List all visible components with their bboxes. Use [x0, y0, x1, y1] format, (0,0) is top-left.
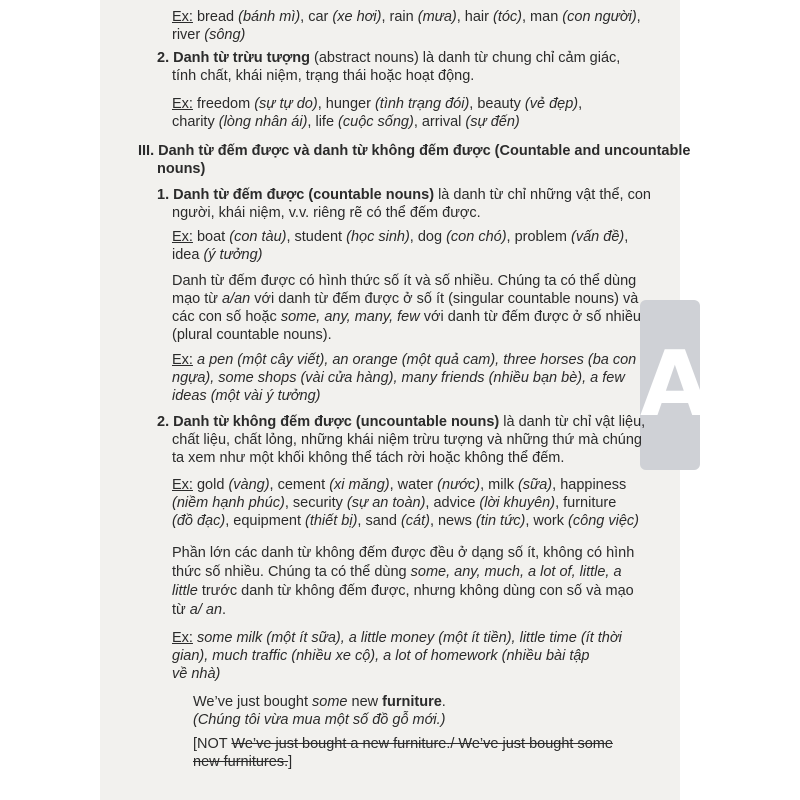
text-line — [172, 476, 626, 494]
text-segment: (lời khuyên) — [479, 495, 556, 511]
text-segment: , security — [284, 495, 347, 511]
text-segment: (sông) — [204, 27, 246, 43]
text-segment: (Chúng tôi vừa mua một số đồ gỗ mới.) — [193, 712, 446, 728]
text-segment: (học sinh) — [346, 229, 410, 245]
text-segment: ta xem như một khối không thể tách rời hoặc không thể đếm. — [172, 450, 565, 466]
text-segment: mạo từ — [172, 291, 222, 307]
text-segment: (uncountable nouns) — [355, 414, 500, 430]
text-segment: (mưa) — [417, 9, 457, 25]
text-line — [172, 601, 226, 619]
text-segment: Ex: — [172, 229, 193, 245]
text-segment: nouns) — [157, 161, 206, 177]
text-line — [172, 272, 636, 290]
text-segment: , life — [307, 114, 339, 130]
text-segment: , happiness — [552, 477, 627, 493]
text-segment: , sand — [357, 513, 401, 529]
text-segment: Danh từ đếm được có hình thức số ít và số nhiều. Chúng ta có thể dùng — [172, 273, 637, 289]
text-segment: furniture — [382, 694, 442, 710]
text-line — [193, 711, 445, 729]
text-segment: [NOT — [193, 736, 232, 752]
text-line — [193, 735, 613, 753]
text-segment: (lòng nhân ái) — [218, 114, 308, 130]
text-segment: về nhà) — [172, 666, 221, 682]
text-segment: (niềm hạnh phúc) — [172, 495, 285, 511]
text-line — [172, 95, 582, 113]
text-segment: (abstract nouns) là danh từ chung chỉ cảm giác, — [309, 50, 621, 66]
text-segment: , student — [286, 229, 347, 245]
text-segment: (ý tưởng) — [203, 247, 263, 263]
text-segment: , — [624, 229, 629, 245]
text-line — [172, 351, 636, 369]
text-segment: boat — [192, 229, 230, 245]
text-segment: some milk (một ít sữa), a little money (một ít tiền), little time (ít thời — [196, 630, 622, 646]
text-segment: We’ve just bought — [193, 694, 313, 710]
text-line — [172, 647, 589, 665]
text-segment: . — [441, 694, 446, 710]
text-line — [172, 665, 220, 683]
text-segment: (xe hơi) — [332, 9, 382, 25]
text-segment: (countable nouns) — [308, 187, 435, 203]
decorative-letter: A — [640, 300, 700, 470]
text-line — [172, 431, 642, 449]
text-segment: , man — [522, 9, 563, 25]
text-segment: , water — [389, 477, 438, 493]
text-line — [193, 693, 446, 711]
text-segment: các con số hoặc — [172, 309, 281, 325]
text-segment: charity — [172, 114, 219, 130]
text-segment: 1. — [157, 187, 174, 203]
text-segment: Danh từ đếm được — [173, 187, 305, 203]
text-segment: , news — [429, 513, 476, 529]
text-segment: ngựa), some shops (vài cửa hàng), many friends (nhiều bạn bè), a few — [172, 370, 625, 386]
text-segment: (tin tức) — [475, 513, 526, 529]
text-segment: , problem — [506, 229, 572, 245]
text-segment: từ — [172, 602, 190, 618]
text-line — [157, 160, 205, 178]
text-segment: (sữa) — [517, 477, 553, 493]
text-segment: some, any, many, few — [280, 309, 420, 325]
text-segment: Danh từ trừu tượng — [173, 50, 310, 66]
text-segment: , milk — [480, 477, 518, 493]
text-segment: little — [172, 583, 198, 599]
text-segment: (vẻ đẹp) — [524, 96, 579, 112]
text-segment: . — [222, 602, 227, 618]
text-segment: (sự đến) — [465, 114, 520, 130]
text-line — [172, 26, 245, 44]
text-segment: (thiết bị) — [305, 513, 358, 529]
text-segment: (vấn đề) — [571, 229, 625, 245]
text-segment: (cuộc sống) — [338, 114, 414, 130]
text-line — [157, 413, 645, 431]
text-segment: , rain — [381, 9, 418, 25]
text-segment: (bánh mì) — [238, 9, 301, 25]
text-segment: (sự an toàn) — [346, 495, 426, 511]
text-segment: (tóc) — [493, 9, 522, 25]
text-line — [138, 142, 690, 160]
text-segment: , dog — [409, 229, 447, 245]
text-line — [172, 326, 332, 344]
text-line — [172, 228, 628, 246]
text-segment: (con chó) — [446, 229, 507, 245]
text-segment: 2. — [157, 50, 174, 66]
text-segment: a pen (một cây viết), an orange (một quả cam), three horses (ba con — [196, 352, 637, 368]
text-segment: người, khái niệm, v.v. riêng rẽ có thể đếm được. — [172, 205, 481, 221]
text-segment: (cát) — [400, 513, 430, 529]
text-segment: tính chất, khái niệm, trạng thái hoặc hoạt động. — [172, 68, 475, 84]
text-line — [172, 369, 625, 387]
text-segment: Ex: — [172, 352, 193, 368]
text-segment: We’ve just bought a new furniture./ We’ve just bought some — [231, 736, 613, 752]
text-segment: some — [312, 694, 348, 710]
text-line — [172, 67, 474, 85]
text-line — [157, 186, 651, 204]
text-segment: , furniture — [555, 495, 617, 511]
text-segment: new furnitures. — [193, 754, 289, 770]
text-segment: (sự tự do) — [254, 96, 318, 112]
text-segment: Phần lớn các danh từ không đếm được đều ở dạng số ít, không có hình — [172, 545, 635, 561]
text-segment: (nước) — [437, 477, 481, 493]
text-segment: ] — [288, 754, 293, 770]
text-segment: (xi măng) — [329, 477, 390, 493]
text-segment: , hunger — [317, 96, 375, 112]
text-segment: ideas (một vài ý tưởng) — [172, 388, 321, 404]
text-segment: , advice — [425, 495, 480, 511]
text-line — [172, 8, 641, 26]
text-segment: bread — [192, 9, 239, 25]
text-segment: (con tàu) — [229, 229, 287, 245]
text-segment: Ex: — [172, 477, 193, 493]
text-segment: là danh từ chỉ vật liệu, — [499, 414, 646, 430]
text-segment: gold — [192, 477, 229, 493]
text-segment: III. Danh từ đếm được và danh từ không đếm được (Countable and uncountable — [138, 143, 691, 159]
text-line — [193, 753, 292, 771]
text-segment: , hair — [456, 9, 493, 25]
text-line — [172, 512, 639, 530]
text-line — [172, 387, 321, 405]
text-segment: (vàng) — [228, 477, 270, 493]
text-segment: 2. — [157, 414, 174, 430]
text-segment: Danh từ không đếm được — [173, 414, 352, 430]
text-segment: , work — [525, 513, 569, 529]
text-segment: , — [636, 9, 641, 25]
text-segment: (plural countable nouns). — [172, 327, 332, 343]
text-segment: chất liệu, chất lỏng, những khái niệm trừu tượng và những thứ mà chúng — [172, 432, 642, 448]
text-segment: new — [347, 694, 383, 710]
text-line — [172, 290, 638, 308]
text-segment: trước danh từ không đếm được, nhưng không dùng con số và mạo — [197, 583, 634, 599]
text-segment: river — [172, 27, 205, 43]
text-segment: là danh từ chỉ những vật thể, con — [434, 187, 651, 203]
text-line — [172, 113, 520, 131]
text-segment: , car — [300, 9, 333, 25]
text-segment: thức số nhiều. Chúng ta có thể dùng — [172, 564, 411, 580]
text-segment: a/ an — [189, 602, 223, 618]
text-line — [172, 246, 263, 264]
text-segment: Ex: — [172, 9, 193, 25]
text-line — [172, 204, 481, 222]
text-segment: , — [578, 96, 583, 112]
text-line — [157, 49, 620, 67]
text-line — [172, 544, 634, 562]
text-segment: với danh từ đếm được ở số nhiều — [419, 309, 641, 325]
text-segment: (đồ đạc) — [172, 513, 226, 529]
text-segment: (tình trạng đói) — [374, 96, 470, 112]
text-line — [172, 308, 641, 326]
text-segment: gian), much traffic (nhiều xe cộ), a lot of homework (nhiều bài tập — [172, 648, 590, 664]
text-segment: , cement — [269, 477, 330, 493]
text-line — [172, 563, 622, 581]
text-segment: với danh từ đếm được ở số ít (singular countable nouns) và — [250, 291, 639, 307]
text-segment: a/an — [222, 291, 251, 307]
text-segment: some, any, much, a lot of, little, a — [410, 564, 622, 580]
text-segment: idea — [172, 247, 204, 263]
text-segment: (con người) — [562, 9, 637, 25]
text-segment: (công việc) — [568, 513, 639, 529]
text-line — [172, 582, 634, 600]
text-segment: Ex: — [172, 96, 193, 112]
text-segment: Ex: — [172, 630, 193, 646]
text-segment: , equipment — [225, 513, 306, 529]
text-segment: , arrival — [413, 114, 466, 130]
text-segment: , beauty — [469, 96, 525, 112]
text-line — [172, 449, 564, 467]
text-line — [172, 494, 616, 512]
text-line — [172, 629, 622, 647]
text-segment: freedom — [192, 96, 255, 112]
